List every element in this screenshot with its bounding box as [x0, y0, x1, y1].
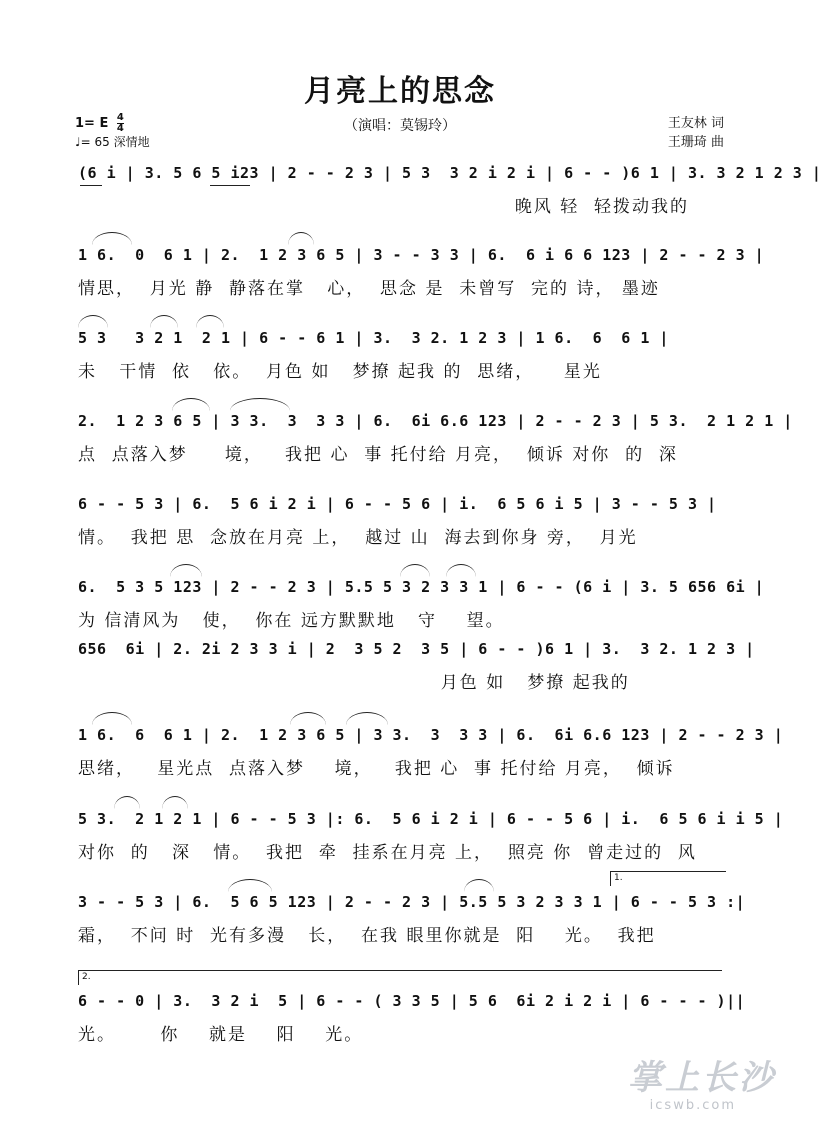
- watermark-brand: 掌上长沙: [628, 1058, 776, 1098]
- first-ending-bracket: 1.: [610, 871, 726, 886]
- lyric-line: 霜， 不问 时 光有多漫 长， 在我 眼里你就是 阳 光。 我把: [78, 926, 656, 946]
- watermark-url: icswb.com: [649, 1098, 736, 1113]
- composer-credit: 王珊琦 曲: [667, 135, 724, 150]
- slur-arc: [162, 796, 188, 809]
- slur-arc: [172, 398, 210, 411]
- lyricist-credit: 王友林 词: [667, 116, 724, 131]
- slur-arc: [400, 564, 430, 577]
- time-denominator: 4: [116, 123, 124, 134]
- lyric-line: 月色 如 梦撩 起我的: [78, 673, 630, 693]
- singer-credit: （演唱：莫锡玲）: [344, 118, 456, 134]
- watermark-logo: [596, 1058, 776, 1122]
- beam-line: [80, 185, 102, 186]
- lyric-line: 晚风 轻 轻拨动我的: [78, 197, 690, 217]
- lyric-line: 光。 你 就是 阳 光。: [78, 1025, 364, 1045]
- notation-line: 3 - - 5 3 | 6. 5 6 5 123 | 2 - - 2 3 | 5.5 5 3 2 3 3 1 | 6 - - 5 3 :|: [78, 893, 746, 911]
- notation-line: 6. 5 3 5 123 | 2 - - 2 3 | 5.5 5 3 2 3 3 1 | 6 - - (6 i | 3. 5 656 6i |: [78, 578, 765, 596]
- slur-arc: [78, 315, 108, 328]
- slur-arc: [464, 879, 494, 892]
- notation-line: 6 - - 5 3 | 6. 5 6 i 2 i | 6 - - 5 6 | i. 6 5 6 i 5 | 3 - - 5 3 |: [78, 495, 717, 513]
- slur-arc: [92, 712, 132, 725]
- notation-line: 6 - - 0 | 3. 3 2 i 5 | 6 - - ( 3 3 5 | 5 6 6i 2 i 2 i | 6 - - - )||: [78, 992, 746, 1010]
- notation-line: (6 i | 3. 5 6 5 i23 | 2 - - 2 3 | 5 3 3 2 i 2 i | 6 - - )6 1 | 3. 3 2 1 2 3 |: [78, 164, 821, 182]
- slur-arc: [230, 398, 290, 411]
- notation-line: 5 3 3 2 1 2 1 | 6 - - 6 1 | 3. 3 2. 1 2 3 | 1 6. 6 6 1 |: [78, 329, 669, 347]
- notation-line: 1 6. 0 6 1 | 2. 1 2 3 6 5 | 3 - - 3 3 | 6. 6 i 6 6 123 | 2 - - 2 3 |: [78, 246, 765, 264]
- lyric-line: 为 信清风为 使， 你在 远方默默地 守 望。: [78, 611, 505, 631]
- key-label: 1= E: [75, 116, 109, 131]
- tempo-marking: ♩= 65 深情地: [75, 135, 150, 149]
- key-signature: [75, 113, 124, 134]
- time-signature: [117, 113, 124, 134]
- second-ending-bracket: 2.: [78, 970, 722, 985]
- notation-line: 5 3. 2 1 2 1 | 6 - - 5 3 |: 6. 5 6 i 2 i | 6 - - 5 6 | i. 6 5 6 i i 5 |: [78, 810, 784, 828]
- lyric-line: 情。 我把 思 念放在月亮 上， 越过 山 海去到你身 旁， 月光: [78, 528, 638, 548]
- slur-arc: [114, 796, 140, 809]
- lyric-line: 思绪， 星光点 点落入梦 境， 我把 心 事 托付给 月亮， 倾诉: [78, 759, 675, 779]
- lyric-line: 点 点落入梦 境， 我把 心 事 托付给 月亮， 倾诉 对你 的 深: [78, 445, 678, 465]
- lyric-line: 未 干情 依 依。 月色 如 梦撩 起我 的 思绪， 星光: [78, 362, 602, 382]
- notation-line: 656 6i | 2. 2i 2 3 3 i | 2 3 5 2 3 5 | 6 - - )6 1 | 3. 3 2. 1 2 3 |: [78, 640, 755, 658]
- notation-line: 1 6. 6 6 1 | 2. 1 2 3 6 5 | 3 3. 3 3 3 | 6. 6i 6.6 123 | 2 - - 2 3 |: [78, 726, 784, 744]
- lyric-line: 对你 的 深 情。 我把 牵 挂系在月亮 上， 照亮 你 曾走过的 风: [78, 843, 697, 863]
- song-title: 月亮上的思念: [304, 74, 496, 109]
- slur-arc: [446, 564, 476, 577]
- notation-line: 2. 1 2 3 6 5 | 3 3. 3 3 3 | 6. 6i 6.6 123 | 2 - - 2 3 | 5 3. 2 1 2 1 |: [78, 412, 793, 430]
- time-numerator: 4: [116, 112, 124, 123]
- slur-arc: [228, 879, 272, 892]
- slur-arc: [290, 712, 326, 725]
- slur-arc: [288, 232, 314, 245]
- slur-arc: [92, 232, 132, 245]
- slur-arc: [346, 712, 388, 725]
- slur-arc: [170, 564, 202, 577]
- lyric-line: 情思， 月光 静 静落在掌 心， 思念 是 未曾写 完的 诗， 墨迹: [78, 279, 660, 299]
- slur-arc: [196, 315, 224, 328]
- slur-arc: [150, 315, 178, 328]
- beam-line: [210, 185, 250, 186]
